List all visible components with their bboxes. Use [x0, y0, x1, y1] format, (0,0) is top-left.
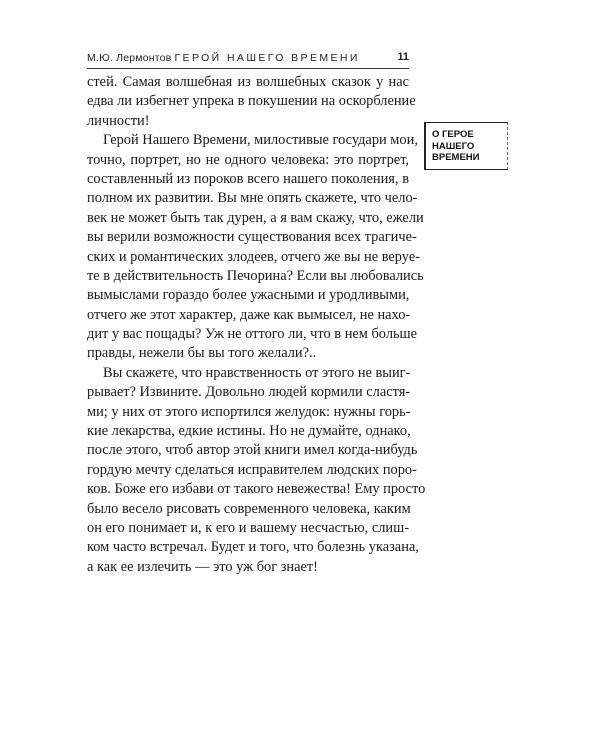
header-book-title: ГЕРОЙ НАШЕГО ВРЕМЕНИ: [174, 52, 360, 64]
text-line: вы верили возможности существования всех трагиче-: [87, 229, 417, 246]
text-line: гордую мечту сделаться исправителем людских поро-: [87, 461, 417, 478]
text-line: отчего же этот характер, даже как вымысел, не нахо-: [87, 306, 411, 323]
text-line: едва ли избегнет упрека в покушении на оскорбление: [87, 93, 416, 110]
text-line: рывает? Извините. Довольно людей кормили сластя-: [87, 384, 411, 401]
text-line: ком часто встречал. Будет и того, что болезнь указана,: [87, 539, 419, 556]
text-line: составленный из пороков всего нашего поколения, в: [87, 170, 409, 187]
header-author: М.Ю. Лермонтов: [87, 52, 172, 64]
body-text: [87, 73, 426, 577]
running-header: [87, 50, 409, 69]
paragraph-1: [87, 73, 416, 131]
text-line: личности!: [87, 112, 150, 129]
text-line: ми; у них от этого испортился желудок: нужны горь-: [87, 403, 411, 420]
text-line: кие лекарства, едкие истины. Но не думайте, однако,: [87, 423, 411, 440]
sidenote-line: О ГЕРОЕ: [432, 129, 474, 140]
sidenote-line: НАШЕГО: [432, 140, 475, 152]
section-sidenote: [424, 122, 508, 170]
text-line: ков. Боже его избави от такого невежества! Ему просто: [87, 481, 426, 498]
header-author-and-title: [87, 52, 360, 64]
text-line: точно, портрет, но не одного человека: это портрет,: [87, 151, 409, 168]
page-number: 11: [397, 51, 409, 63]
sidenote-line: ВРЕМЕНИ: [432, 152, 480, 163]
text-line: было весело рисовать современного человека, каким: [87, 500, 411, 517]
text-line: дит у вас пощады? Уж не оттого ли, что в нем больше: [87, 326, 418, 343]
paragraph-3: [87, 364, 426, 577]
text-line: ских и романтических злодеев, отчего же вы не веруе-: [87, 248, 420, 265]
text-line: вымыслами гораздо более ужасными и уродливыми,: [87, 287, 410, 304]
text-line: правды, нежели бы вы того желали?..: [87, 345, 317, 362]
text-line: Вы скажете, что нравственность от этого не выиг-: [103, 364, 411, 381]
text-line: он его понимает и, к его и вашему несчастью, слиш-: [87, 519, 409, 536]
text-line: те в действительность Печорина? Если вы любовались: [87, 267, 424, 284]
text-line: век не может быть так дурен, а я вам скажу, что, ежели: [87, 209, 424, 226]
text-line: после этого, чтоб автор этой книги имел когда-нибудь: [87, 442, 418, 459]
paragraph-2: [87, 131, 424, 364]
text-line: Герой Нашего Времени, милостивые государи мои,: [103, 132, 418, 149]
text-line: полном их развитии. Вы мне опять скажете, что чело-: [87, 190, 418, 207]
text-line: стей. Самая волшебная из волшебных сказок у нас: [87, 74, 409, 90]
text-line: а как ее излечить — это уж бог знает!: [87, 558, 318, 575]
